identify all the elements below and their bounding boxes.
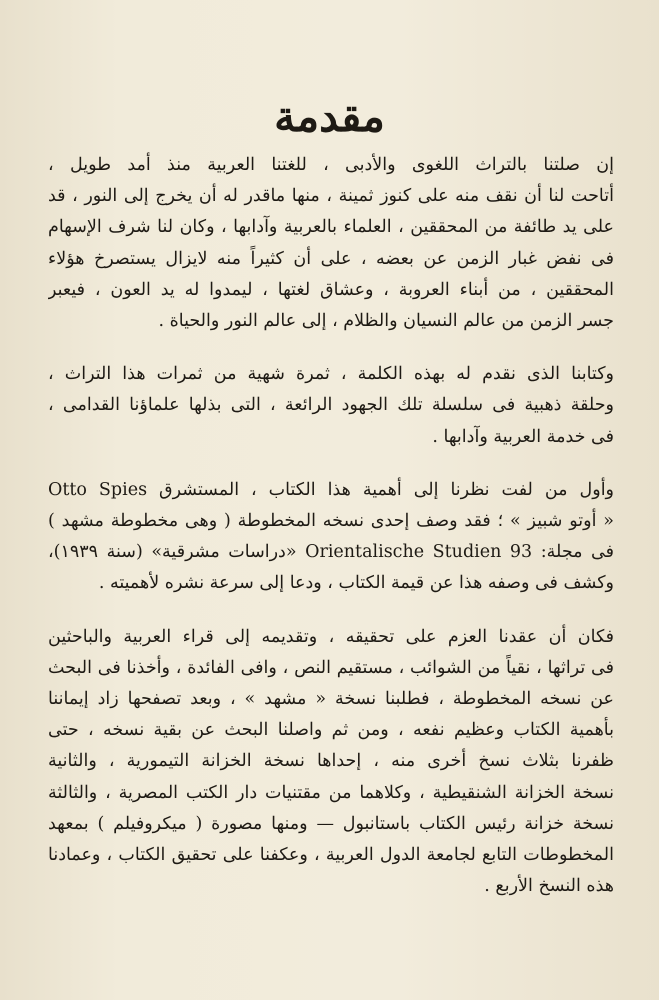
text-line: أتاحت لنا أن نقف منه على كنوز ثمينة ، منها ماقدر له أن يخرج إلى النور ، قد	[48, 186, 614, 207]
text-line: وحلقة ذهبية فى سلسلة تلك الجهود الرائعة ، التى بذلها علماؤنا القدامى ،	[48, 395, 614, 416]
text-line: ظفرنا بثلاث نسخ أخرى منه ، إحداها نسخة الخزانة التيمورية ، والثانية	[48, 751, 614, 772]
text-line: جسر الزمن من عالم النسيان والظلام ، إلى عالم النور والحياة .	[158, 311, 614, 332]
text-line: على يد طائفة من المحققين ، العلماء بالعربية وآدابها ، وكان لنا شرف الإسهام	[48, 217, 614, 238]
paragraph-4	[48, 622, 614, 903]
text-line: عن نسخه المخطوطة ، فطلبنا نسخة « مشهد » ، وبعد تصفحها زاد إيماننا	[48, 689, 614, 710]
text-line: المحققين ، من أبناء العروبة ، وعشاق لغتها ، ليمدوا له يد العون ، فيعبر	[48, 279, 614, 300]
body-text	[48, 150, 614, 924]
text-line: إن صلتنا بالتراث اللغوى والأدبى ، للغتنا العربية منذ أمد طويل ،	[48, 155, 614, 175]
text-line: فكان أن عقدنا العزم على تحقيقه ، وتقديمه إلى قراء العربية والباحثين	[48, 626, 614, 647]
text-line: فى خدمة العربية وآدابها .	[432, 426, 614, 447]
text-line: فى مجلة: Orientalische Studien 93 «دراسات مشرقية» (سنة ١٩٣٩)،	[48, 542, 614, 563]
text-line: وأول من لفت نظرنا إلى أهمية هذا الكتاب ، المستشرق Otto Spies	[48, 479, 614, 500]
paragraph-1	[48, 150, 614, 337]
text-line: وكشف فى وصفه هذا عن قيمة الكتاب ، ودعا إلى سرعة نشره لأهميته .	[98, 573, 614, 594]
text-line: نسخة الخزانة الشنقيطية ، وكلاهما من مقتنيات دار الكتب المصرية ، والثالثة	[48, 782, 614, 803]
paragraph-3	[48, 475, 614, 600]
text-line: « أوتو شبيز » ؛ فقد وصف إحدى نسخه المخطوطة ( وهى مخطوطة مشهد )	[48, 511, 614, 532]
page-title: مقدمة	[274, 92, 385, 141]
paragraph-2	[48, 359, 614, 453]
text-line: فى نفض غبار الزمن عن بعضه ، على أن كثيراً منه لايزال يستصرخ هؤلاء	[48, 248, 614, 269]
text-line: نسخة خزانة رئيس الكتاب باستانبول — ومنها مصورة ( ميكروفيلم ) بمعهد	[48, 813, 614, 834]
text-line: المخطوطات التابع لجامعة الدول العربية ، وعكفنا على تحقيق الكتاب ، وعمادنا	[48, 845, 614, 866]
text-line: بأهمية الكتاب وعظيم نفعه ، ومن ثم واصلنا البحث عن بقية نسخه ، حتى	[48, 720, 614, 741]
text-line: هذه النسخ الأربع .	[484, 876, 614, 897]
text-line: فى تراثها ، نقياً من الشوائب ، مستقيم النص ، وافى الفائدة ، وأخذنا فى البحث	[48, 657, 614, 678]
text-line: وكتابنا الذى نقدم له بهذه الكلمة ، ثمرة شهية من ثمرات هذا التراث ،	[48, 364, 614, 385]
